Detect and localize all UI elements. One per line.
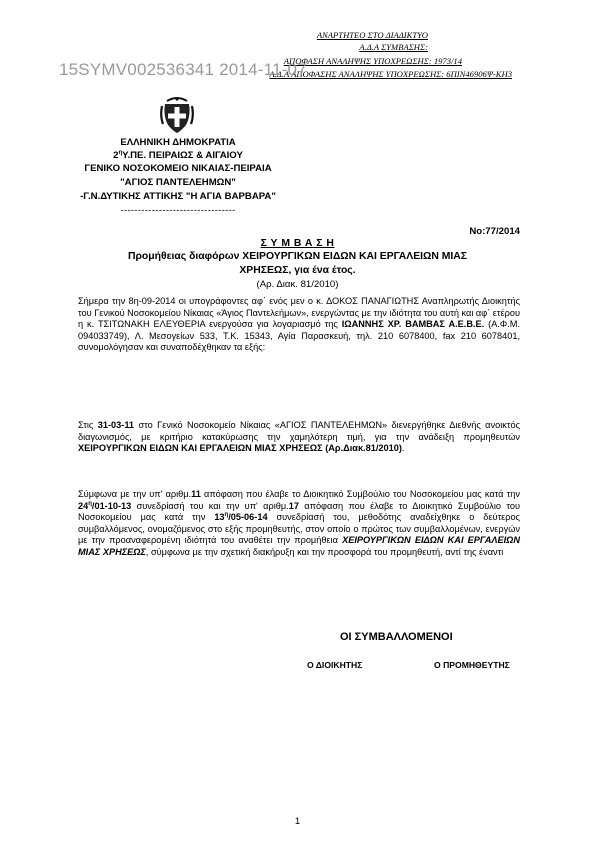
- paragraph-tender: Στις 31-03-11 στο Γενικό Νοσοκομείο Νίκαιας «ΑΓΙΟΣ ΠΑΝΤΕΛΕΗΜΩΝ» διενεργήθηκε Διεθνής ανοικτός διαγωνισμός, με κριτήριο κατακύρωσης την χαμηλότερη τιμή, για την ανάδειξη προμηθευτών ΧΕΙΡΟΥΡΓΙΚΩΝ ΕΙΔΩΝ ΚΑΙ ΕΡΓΑΛΕΙΩΝ ΜΙΑΣ ΧΡΗΣΕΩΣ (Αρ.Διακ.81/2010).: [78, 420, 521, 454]
- paragraph-award: Σύμφωνα με την υπ' αριθμ.11 απόφαση που έλαβε το Διοικητικό Συμβούλιο του Νοσοκομείου μας κατά την $24^\eta/01-10-13$ συνεδρίασή του και την υπ' αριθμ.17 απόφαση που έλαβε το Διοικητικό Συμβούλιο του Νοσοκομείου μας κατά την $13^\eta/05-06-14$ συνεδρίασή του, μεθοδότης αναδείχθηκε ο δεύτερος συμβαλλόμενος, ονομαζόμενος στο εξής προμηθευτής, στον οποίο ο πρώτος των συμβαλλομένων, ενεργών με την προαναφερομένη ιδιότητά του αναθέτει την προμήθεια ΧΕΙΡΟΥΡΓΙΚΩΝ ΕΙΔΩΝ ΚΑΙ ΕΡΓΑΛΕΙΩΝ ΜΙΑΣ ΧΡΗΣΕΩΣ, σύμφωνα με την σχετική διακήρυξη και την προσφορά του προμηθευτή, αντί της έναντι: [78, 489, 521, 557]
- contract-subject-line1: Προμήθειας διαφόρων ΧΕΙΡΟΥΡΓΙΚΩΝ ΕΙΔΩΝ ΚΑΙ ΕΡΓΑΛΕΙΩΝ ΜΙΑΣ: [127, 251, 468, 262]
- header-posted-online: ΑΝΑΡΤΗΤΕΟ ΣΤΟ ΔΙΑΔΙΚΤΥΟ: [316, 30, 428, 40]
- org-hospital-saint: "ΑΓΙΟΣ ΠΑΝΤΕΛΕΗΜΩΝ": [120, 177, 236, 188]
- page-number: 1: [294, 816, 301, 827]
- org-west-attica-hospital: -Γ.Ν.ΔΥΤΙΚΗΣ ΑΤΤΙΚΗΣ "Η ΑΓΙΑ ΒΑΡΒΑΡΑ": [80, 191, 276, 202]
- paragraph-parties: Σήμερα την 8η-09-2014 οι υπογράφοντες αφ΄ ενός μεν ο κ. ΔΟΚΟΣ ΠΑΝΑΓΙΩΤΗΣ Αναπληρωτής Διοικητής του Γενικού Νοσοκομείου Νίκαιας «Άγιος Παντελεήμων», ενεργώντας με την ιδιότητα του αυτή και αφ΄ ετέρου η κ. ΤΣΙΤΩΝΑΚΗ ΕΛΕΥΘΕΡΙΑ ενεργούσα για λογαριασμό της ΙΩΑΝΝΗΣ ΧΡ. ΒΑΜΒΑΣ Α.Ε.Β.Ε. (Α.Φ.Μ. 094033749), Λ. Μεσογείων 533, Τ.Κ. 15343, Αγία Παρασκευή, τηλ. 210 6078400, fax 210 6078401, συνομολόγησαν και συναποδέχθηκαν τα εξής:: [78, 296, 520, 353]
- greek-coat-of-arms-icon: [160, 96, 194, 134]
- signatures-heading: ΟΙ ΣΥΜΒΑΛΛΟΜΕΝΟΙ: [340, 631, 453, 643]
- header-commitment-ada: Α.Δ.Α ΑΠΟΦΑΣΗΣ ΑΝΑΛΗΨΗΣ ΥΠΟΧΡΕΩΣΗΣ: 6ΠΙΝ46906Ψ-ΚΗ3: [269, 69, 512, 79]
- tender-reference: (Αρ. Διακ. 81/2010): [256, 279, 339, 290]
- contract-subject-line2: ΧΡΗΣΕΩΣ, για ένα έτος.: [239, 265, 356, 276]
- signature-supplier-label: Ο ΠΡΟΜΗΘΕΥΤΗΣ: [434, 660, 510, 670]
- org-hellenic-republic: ΕΛΛΗΝΙΚΗ ΔΗΜΟΚΡΑΤΙΑ: [120, 137, 236, 148]
- contract-number: Νο:77/2014: [469, 226, 520, 237]
- header-contract-ada: Α.Δ.Α ΣΥΜΒΑΣΗΣ:: [359, 42, 428, 52]
- header-commitment-decision: ΑΠΟΦΑΣΗ ΑΝΑΛΗΨΗΣ ΥΠΟΧΡΕΩΣΗΣ: 1973/14: [283, 56, 462, 66]
- org-separator: ---------------------------------: [120, 205, 236, 216]
- document-id-stamp: 15SYMV002536341 2014-11-07: [59, 60, 307, 79]
- org-hospital-name: ΓΕΝΙΚΟ ΝΟΣΟΚΟΜΕΙΟ ΝΙΚΑΙΑΣ-ΠΕΙΡΑΙΑ: [84, 163, 272, 174]
- signature-director-label: Ο ΔΙΟΙΚΗΤΗΣ: [307, 660, 363, 670]
- org-health-region: $2^\eta\Upsilon.\Pi E$. ΠΕΙΡΑΙΩΣ & ΑΙΓΑΙΟΥ: [113, 149, 243, 161]
- contract-title: Σ Υ Μ Β Α Σ Η: [260, 238, 335, 249]
